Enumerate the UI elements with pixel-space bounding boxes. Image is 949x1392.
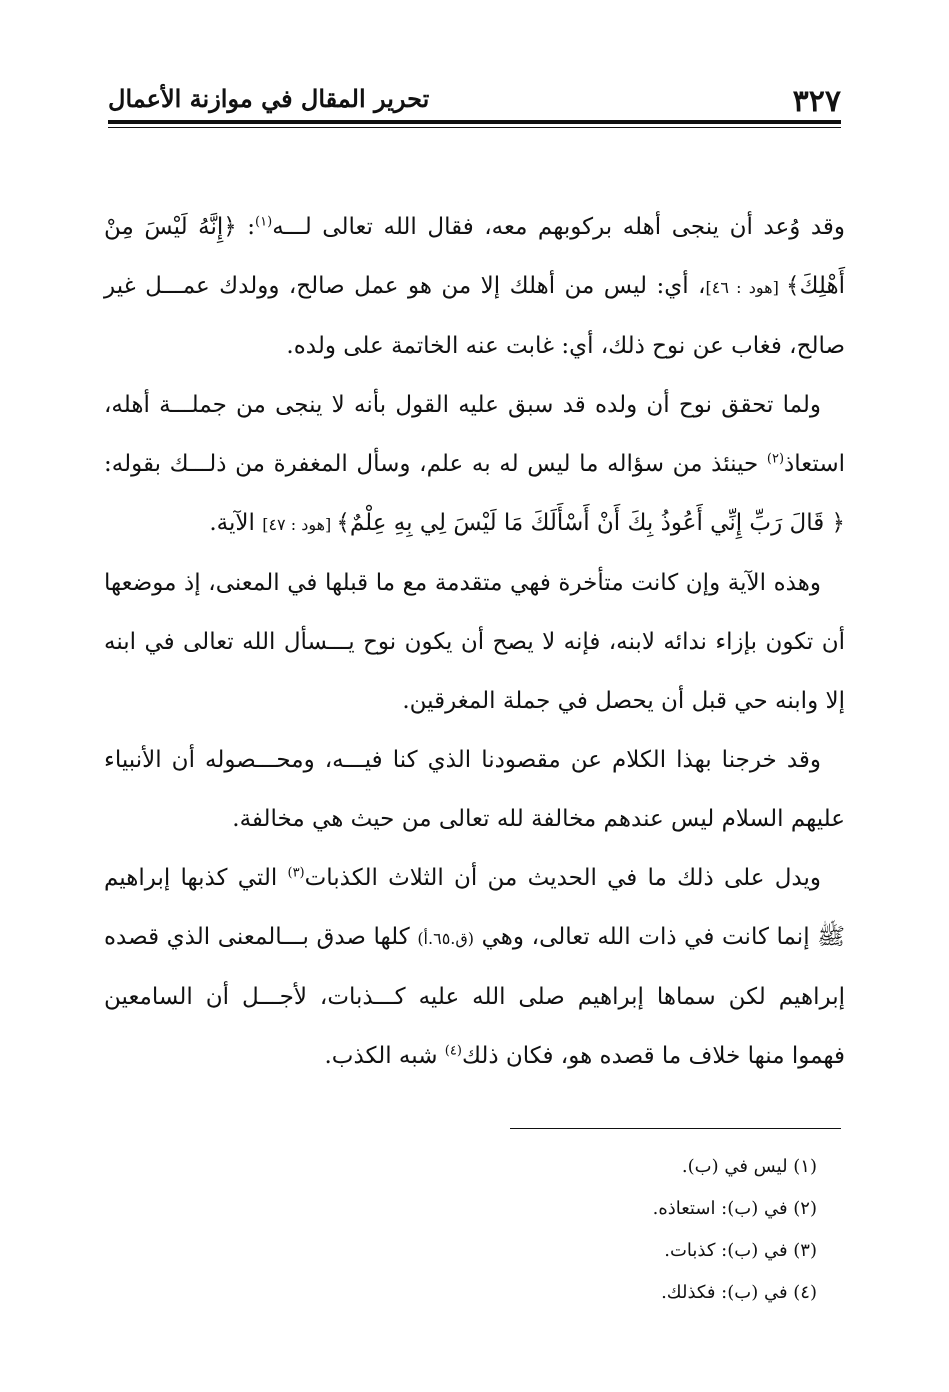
paragraph-5-rest: كلها صدق بـــالمعنى الذي قصده إبراهيم لكن سماها إبراهيم صلى الله عليه كـــذبات، لأجـــل أن السامعين فهموا منها خلاف ما قصده هو، فكان ذلك — [104, 924, 845, 1069]
paragraph-3: وهذه الآية وإن كانت متأخرة فهي متقدمة مع ما قبلها في المعنى، إذ موضعها أن تكون بإزاء ندائه لابنه، فإنه لا يصح أن يكون نوح يـــسأل الله تعالى في ابنه إلا وابنه حي قبل أن يحصل في جملة المغرقين. — [104, 570, 845, 714]
footnote-3: (٣) في (ب): كذبات. — [664, 1240, 817, 1261]
header-rule-thin — [108, 127, 841, 128]
footnote-marker-3: (٣) — [287, 865, 305, 881]
footnote-1: (١) ليس في (ب). — [681, 1156, 817, 1177]
manuscript-folio-ref: (ق.٦٥.أ) — [417, 929, 475, 948]
page-header — [108, 78, 841, 118]
footnote-marker-2: (٢) — [766, 451, 785, 467]
paragraph-4: وقد خرجنا بهذا الكلام عن مقصودنا الذي كنا فيـــه، ومحـــصوله أن الأنبياء عليهم السلام ليس عندهم مخالفة لله تعالى من حيث هي مخالفة. — [104, 747, 845, 832]
paragraph-2-rest: الآية. — [209, 510, 263, 536]
running-title: تحرير المقال في موازنة الأعمال — [108, 84, 430, 113]
body-text — [104, 198, 845, 1086]
quran-quote-2: ﴿ قَالَ رَبِّ إِنِّي أَعُوذُ بِكَ أَنْ أَسْأَلَكَ مَا لَيْسَ لِي بِهِ عِلْمٌ﴾ — [336, 510, 845, 536]
paragraph-5 — [104, 849, 845, 1086]
header-rule-thick — [108, 120, 841, 124]
footnote-separator — [510, 1128, 841, 1129]
page-number: ٣٢٧ — [792, 84, 841, 119]
paragraph-1-text: وقد وُعد أن ينجى أهله بركوبهم معه، فقال الله تعالى لـــه — [272, 214, 845, 240]
paragraph-5-mid: التي كذبها إبراهيم ﷺ إنما كانت في ذات الله تعالى، وهي — [104, 865, 845, 950]
footnote-marker-4: (٤) — [444, 1043, 462, 1059]
verse-reference-2: [هود : ٤٧] — [262, 515, 337, 534]
paragraph-2-mid: حينئذ من سؤاله ما ليس له به علم، وسأل المغفرة من ذلـــك بقوله: — [104, 451, 767, 477]
footnote-2: (٢) في (ب): استعاذه. — [652, 1198, 817, 1219]
paragraph-2 — [104, 376, 845, 554]
footnote-marker-1: (١) — [255, 214, 273, 230]
verse-reference-1: [هود : ٤٦] — [705, 278, 787, 297]
paragraph-1 — [104, 198, 845, 376]
paragraph-2-text: ولما تحقق نوح أن ولده قد سبق عليه القول بأنه لا ينجى من جملـــة أهله، استعاذ — [104, 392, 845, 477]
footnotes — [417, 1146, 817, 1314]
paragraph-5-text: ويدل على ذلك ما في الحديث من أن الثلاث الكذبات — [304, 865, 821, 891]
quran-quote-1: : ﴿إِنَّهُ لَيْسَ مِنْ أَهْلِكَ﴾ — [104, 214, 846, 299]
footnote-4: (٤) في (ب): فكذلك. — [661, 1282, 817, 1303]
paragraph-1-rest: ، أي: ليس من أهلك إلا من هو عمل صالح، وولدك عمـــل غير صالح، فغاب عن نوح ذلك، أي: غابت عنه الخاتمة على ولده. — [104, 273, 845, 359]
paragraph-5-end: شبه الكذب. — [324, 1043, 445, 1069]
